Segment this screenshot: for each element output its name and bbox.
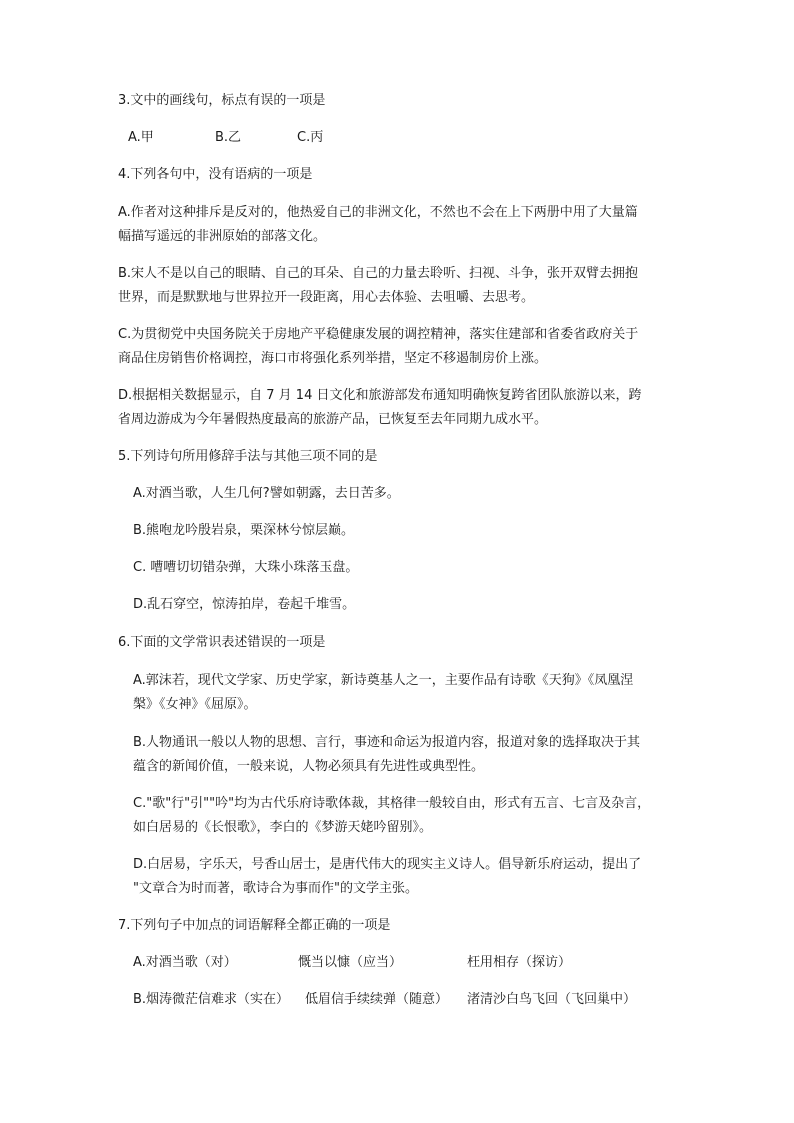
question-6-stem: 6.下面的文学常识表述错误的一项是 xyxy=(118,635,326,650)
question-5-stem: 5.下列诗句所用修辞手法与其他三项不同的是 xyxy=(118,449,378,464)
question-4-option-b xyxy=(118,262,678,310)
option-line: A.郭沫若，现代文学家、历史学家，新诗奠基人之一，主要作品有诗歌《天狗》《凤凰涅 xyxy=(133,673,634,688)
option-line: "文章合为时而著，歌诗合为事而作"的文学主张。 xyxy=(133,881,418,896)
question-7-option-a-part-1: A.对酒当歌（对） xyxy=(133,955,237,970)
question-4-option-d xyxy=(118,384,678,432)
question-7-option-a-part-2: 慨当以慷（应当） xyxy=(298,955,403,970)
question-5-option-a: A.对酒当歌，人生几何?譬如朝露，去日苦多。 xyxy=(133,486,400,501)
question-3-stem: 3.文中的画线句，标点有误的一项是 xyxy=(118,93,326,108)
option-line: 蕴含的新闻价值，一般来说，人物必须具有先进性或典型性。 xyxy=(133,759,485,774)
question-6-option-c xyxy=(133,792,681,840)
question-3-option-a: A.甲 xyxy=(128,130,154,145)
option-line: C."歌"行"引""吟"均为古代乐府诗歌体裁，其格律一般较自由，形式有五言、七言及杂言， xyxy=(133,796,651,811)
question-7-stem: 7.下列句子中加点的词语解释全都正确的一项是 xyxy=(118,918,391,933)
question-5-option-b: B.熊咆龙吟殷岩泉，栗深林兮惊层巅。 xyxy=(133,523,355,538)
question-4-stem: 4.下列各句中，没有语病的一项是 xyxy=(118,167,313,182)
option-line: 槃》《女神》《屈原》。 xyxy=(133,697,257,712)
option-line: 世界，而是默默地与世界拉开一段距离，用心去体验、去咀嚼、去思考。 xyxy=(118,290,535,305)
option-line: C.为贯彻党中央国务院关于房地产平稳健康发展的调控精神，落实住建部和省委省政府关于 xyxy=(118,327,639,342)
option-line: 省周边游成为今年暑假热度最高的旅游产品，已恢复至去年同期九成水平。 xyxy=(118,412,548,427)
option-line: 如白居易的《长恨歌》，李白的《梦游天姥吟留别》。 xyxy=(133,820,433,835)
question-3-option-c: C.丙 xyxy=(297,130,324,145)
option-line: B.人物通讯一般以人物的思想、言行，事迹和命运为报道内容，报道对象的选择取决于其 xyxy=(133,735,641,750)
question-3-option-b: B.乙 xyxy=(215,130,242,145)
question-4-option-c xyxy=(118,323,678,371)
question-5-option-c: C. 嘈嘈切切错杂弹，大珠小珠落玉盘。 xyxy=(133,560,359,575)
question-5-option-d: D.乱石穿空，惊涛拍岸，卷起千堆雪。 xyxy=(133,597,356,612)
question-7-option-b-part-1: B.烟涛微茫信难求（实在） xyxy=(133,992,290,1007)
option-line: 商品住房销售价格调控，海口市将强化系列举措，坚定不移遏制房价上涨。 xyxy=(118,351,548,366)
option-line: D.根据相关数据显示，自 7 月 14 日文化和旅游部发布通知明确恢复跨省团队旅游以来，跨 xyxy=(118,388,642,403)
question-4-option-a xyxy=(118,201,678,249)
question-7-option-b-part-3: 渚清沙白鸟飞回（飞回巢中） xyxy=(467,992,637,1007)
question-7-option-a-part-3: 枉用相存（探访） xyxy=(467,955,572,970)
option-line: A.作者对这种排斥是反对的，他热爱自己的非洲文化，不然也不会在上下两册中用了大量篇 xyxy=(118,205,638,220)
question-6-option-b xyxy=(133,731,681,779)
question-6-option-a xyxy=(133,669,681,717)
option-line: B.宋人不是以自己的眼睛、自己的耳朵、自己的力量去聆听、扫视、斗争，张开双臂去拥抱 xyxy=(118,266,639,281)
question-7-option-b-part-2: 低眉信手续续弹（随意） xyxy=(305,992,449,1007)
question-6-option-d xyxy=(133,853,681,901)
option-line: D.白居易，字乐天，号香山居士，是唐代伟大的现实主义诗人。倡导新乐府运动，提出了 xyxy=(133,857,642,872)
option-line: 幅描写遥远的非洲原始的部落文化。 xyxy=(118,229,327,244)
